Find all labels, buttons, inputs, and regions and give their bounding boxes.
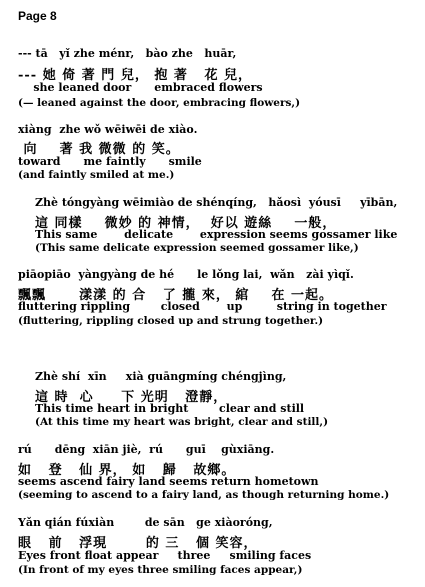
gloss-line: seems ascend fairy land seems return hometown [18,475,319,488]
page-number: Page 8 [18,9,57,23]
gloss-line: This same delicate expression seems gossamer like [35,228,398,241]
translation-line: (fluttering, rippling closed up and strung together.) [18,315,324,327]
translation-line: (At this time my heart was bright, clear and still,) [35,416,329,428]
gloss-line: she leaned door embraced flowers [18,81,263,94]
chinese-line: 如 登 仙 界， 如 歸 故鄉。 [18,463,236,478]
translation-line: (This same delicate expression seemed gossamer like,) [35,242,359,254]
pinyin-line: Yǎn qián fúxiàn de sān ge xiàoróng, [18,516,273,529]
chinese-line: 飄飄 漾漾 的 合 了 攏 來， 綰 在 一起。 [18,288,333,303]
chinese-line: 這 時 心 下 光明 澄靜， [35,390,228,405]
translation-line: (seeming to ascend to a fairy land, as though returning home.) [18,489,390,501]
pinyin-line: --- tā yǐ zhe ménr, bào zhe huār, [18,47,237,60]
gloss-line: Eyes front float appear three smiling faces [18,549,312,562]
pinyin-line: piāopiāo yàngyàng de hé le lǒng lai, wǎn zài yìqǐ. [18,268,354,281]
chinese-line: 這 同樣 微妙 的 神情， 好以 遊絲 一般， [35,216,337,231]
gloss-line: toward me faintly smile [18,155,202,168]
pinyin-line: xiàng zhe wǒ wēiwēi de xiào. [18,123,198,136]
chinese-line: --- 她 倚 著 門 兒， 抱 著 花 兒， [18,68,252,83]
translation-line: (In front of my eyes three smiling faces appear,) [18,564,303,576]
pinyin-line: Zhè shí xīn xià guāngmíng chéngjìng, [35,370,287,383]
chinese-line: 向 著 我 微微 的 笑。 [18,142,180,157]
gloss-line: This time heart in bright clear and still [35,402,305,415]
pinyin-line: Zhè tóngyàng wēimiào de shénqíng, hǎosì yóusī yībān, [35,196,398,209]
pinyin-line: rú dēng xiān jiè, rú guī gùxiāng. [18,443,275,456]
translation-line: (— leaned against the door, embracing flowers,) [18,97,301,109]
translation-line: (and faintly smiled at me.) [18,169,175,181]
chinese-line: 眼 前 浮現 的 三 個 笑容， [18,536,258,551]
gloss-line: fluttering rippling closed up string in together [18,300,387,313]
